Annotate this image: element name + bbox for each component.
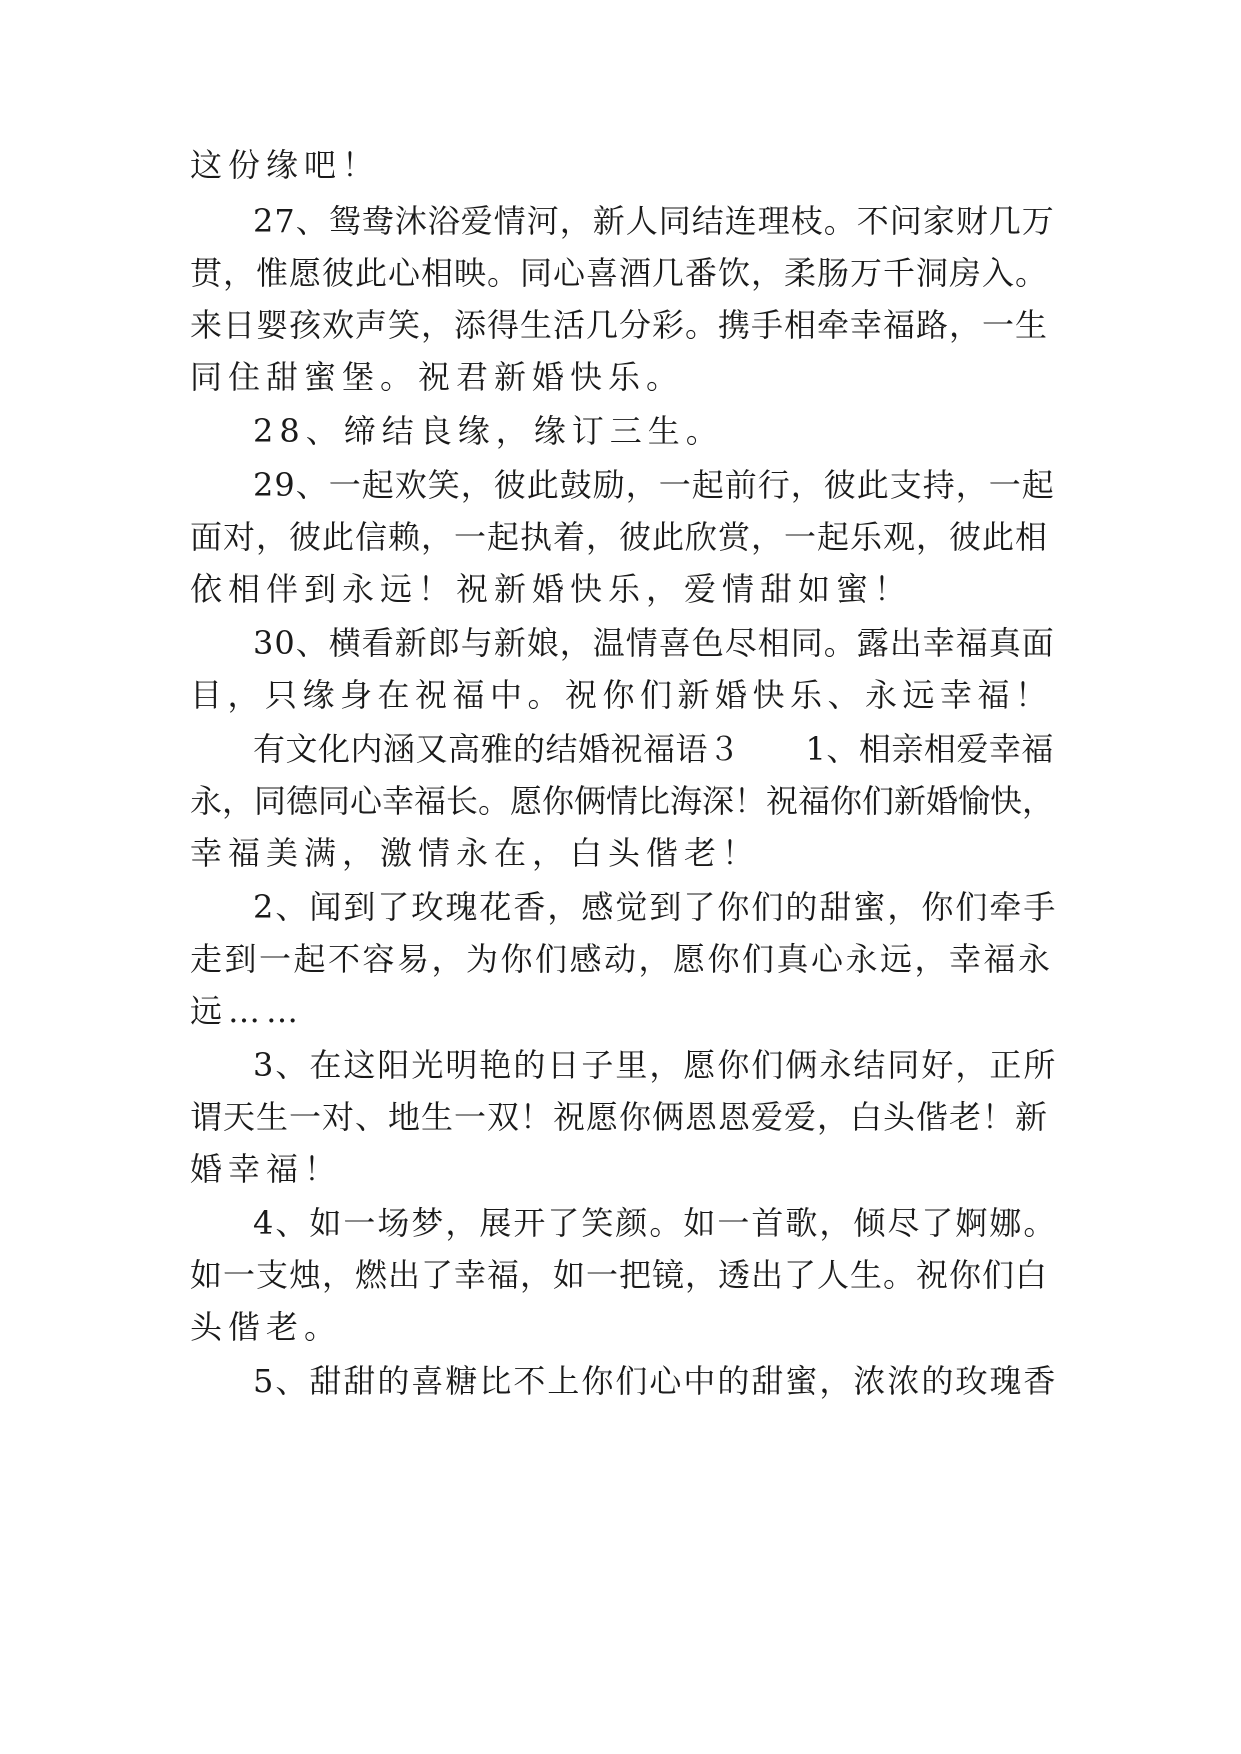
text-line: 头偕老。 bbox=[190, 1308, 343, 1346]
text-line: 远…… bbox=[190, 992, 305, 1030]
text-line: 谓天生一对、地生一双！祝愿你俩恩恩爱爱，白头偕老！新 bbox=[190, 1098, 1049, 1136]
text-line: 面对，彼此信赖，一起执着，彼此欣赏，一起乐观，彼此相 bbox=[190, 518, 1049, 556]
text-line: 28、缔结良缘，缘订三生。 bbox=[253, 412, 724, 450]
text-line: 同住甜蜜堡。祝君新婚快乐。 bbox=[190, 358, 685, 396]
text-line: 贯，惟愿彼此心相映。同心喜酒几番饮，柔肠万千洞房入。 bbox=[190, 254, 1049, 292]
text-line: 永，同德同心幸福长。愿你俩情比海深！祝福你们新婚愉快， bbox=[190, 782, 1055, 820]
text-line: 4、如一场梦，展开了笑颜。如一首歌，倾尽了婀娜。 bbox=[253, 1204, 1058, 1242]
text-line: 有文化内涵又高雅的结婚祝福语３ 1、相亲相爱幸福 bbox=[253, 730, 1054, 768]
text-line: 27、鸳鸯沐浴爱情河，新人同结连理枝。不问家财几万 bbox=[253, 202, 1055, 240]
text-line: 来日婴孩欢声笑，添得生活几分彩。携手相牵幸福路，一生 bbox=[190, 306, 1049, 344]
text-line: 29、一起欢笑，彼此鼓励，一起前行，彼此支持，一起 bbox=[253, 466, 1055, 504]
text-line: 走到一起不容易，为你们感动，愿你们真心永远，幸福永 bbox=[190, 940, 1053, 978]
text-line: 2、闻到了玫瑰花香，感觉到了你们的甜蜜，你们牵手 bbox=[253, 888, 1058, 926]
text-line: 依相伴到永远！祝新婚快乐，爱情甜如蜜！ bbox=[190, 570, 913, 608]
text-line: 婚幸福！ bbox=[190, 1150, 343, 1188]
text-line: 3、在这阳光明艳的日子里，愿你们俩永结同好，正所 bbox=[253, 1046, 1058, 1084]
text-line: 这份缘吧！ bbox=[190, 146, 381, 184]
text-line: 如一支烛，燃出了幸福，如一把镜，透出了人生。祝你们白 bbox=[190, 1256, 1049, 1294]
text-line: 30、横看新郎与新娘，温情喜色尽相同。露出幸福真面 bbox=[253, 624, 1055, 662]
text-line: 幸福美满，激情永在，白头偕老！ bbox=[190, 834, 761, 872]
text-line: 目，只缘身在祝福中。祝你们新婚快乐、永远幸福！ bbox=[190, 676, 1053, 714]
text-line: 5、甜甜的喜糖比不上你们心中的甜蜜，浓浓的玫瑰香 bbox=[253, 1362, 1058, 1400]
